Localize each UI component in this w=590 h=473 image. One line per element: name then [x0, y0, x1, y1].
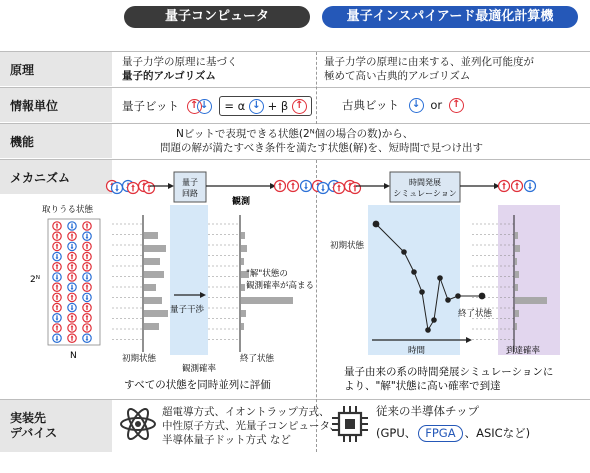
initial-state-label: 初期状態: [122, 354, 157, 364]
label-device-l1: 実装先: [10, 411, 47, 425]
spin-up-icon: [83, 303, 91, 311]
divider: [0, 399, 590, 400]
bar: [241, 297, 293, 304]
spin-up-icon: ↑: [449, 98, 464, 113]
time-evolution-shade: [368, 205, 460, 355]
device-right-close: 、ASICなど): [464, 426, 531, 440]
spin-up-icon: [275, 181, 286, 192]
final-state-label: 終了状態: [240, 354, 275, 364]
bar: [515, 284, 518, 291]
bar: [144, 258, 160, 265]
or-text: or: [430, 98, 443, 112]
spin-up-icon: [334, 183, 345, 194]
trajectory-point: [373, 221, 380, 228]
spin-down-icon: [68, 283, 76, 291]
spin-up-icon: [350, 183, 361, 194]
spin-down-icon: [53, 273, 61, 281]
spin-up-icon: [53, 283, 61, 291]
bar: [144, 323, 159, 330]
spin-up-icon: [83, 314, 91, 322]
qubit-text: [122, 96, 312, 116]
spin-up-icon: [83, 242, 91, 250]
classical-bit-label: 古典ビット: [342, 98, 400, 112]
spin-up-icon: [53, 303, 61, 311]
trajectory-point: [411, 269, 417, 275]
trajectory-point: [419, 289, 425, 295]
spin-up-icon: [68, 232, 76, 240]
spin-up-icon: [53, 324, 61, 332]
spin-up-icon: [83, 324, 91, 332]
spin-up-icon: [128, 183, 139, 194]
arrival-prob-shade: [498, 205, 560, 355]
spin-down-icon: [112, 183, 123, 194]
solution-note-l1: "解"状態の: [246, 269, 288, 279]
formula-alpha: α: [237, 99, 246, 113]
output-qubits-left: [275, 181, 312, 192]
bar: [144, 245, 166, 252]
spin-up-icon: [68, 324, 76, 332]
spin-up-icon: [83, 222, 91, 230]
trajectory-point: [431, 317, 437, 323]
right-caption-l2: より、"解"状態に高い確率で到達: [344, 380, 501, 392]
label-function: [0, 124, 112, 158]
bar: [515, 232, 518, 239]
bar: [241, 323, 244, 330]
chip-icon: [330, 404, 370, 444]
trajectory-point: [425, 327, 431, 333]
formula-eq: =: [224, 99, 234, 113]
state-grid: [53, 222, 91, 343]
bar: [241, 310, 246, 317]
bar: [144, 232, 158, 239]
principle-right-l1: 量子力学の原理に由来する、並列化可能度が: [324, 56, 534, 68]
two-n-label: 2ᴺ: [30, 275, 40, 285]
fpga-badge: FPGA: [418, 425, 462, 442]
device-left-l2: 中性原子方式、光量子コンピュータ、: [162, 420, 340, 432]
spin-up-icon: [83, 283, 91, 291]
quantum-circuit-l2: 回路: [182, 189, 198, 198]
input-qubits-left: [107, 181, 155, 194]
time-evo-l1: 時間発展: [409, 178, 441, 187]
divider: [0, 87, 590, 88]
label-function-text: 機能: [10, 134, 35, 149]
spin-up-icon: [53, 232, 61, 240]
trajectory-point: [455, 293, 461, 299]
divider: [0, 123, 590, 124]
principle-left-l2: 量子的アルゴリズム: [122, 70, 216, 82]
spin-down-icon: [83, 232, 91, 240]
bar: [515, 258, 517, 265]
label-info-unit: [0, 88, 112, 122]
bar: [241, 258, 244, 265]
spin-down-icon: [53, 314, 61, 322]
spin-down-icon: [318, 183, 329, 194]
mechanism-illustration: [0, 160, 590, 398]
trajectory-point: [437, 275, 443, 281]
spin-up-icon: [288, 181, 299, 192]
device-right-title: 従来の半導体チップ: [376, 404, 480, 418]
spin-down-icon: [68, 242, 76, 250]
bar: [241, 284, 245, 291]
spin-down-icon: [53, 252, 61, 260]
spin-up-icon: [53, 293, 61, 301]
final-state-right-label: 終了状態: [458, 309, 493, 319]
spin-up-icon: ↑: [187, 99, 202, 114]
bar: [515, 271, 519, 278]
qubit-label: 量子ビット: [122, 99, 180, 113]
spin-up-icon: [68, 273, 76, 281]
spin-up-icon: [68, 263, 76, 271]
initial-state-right-label: 初期状態: [330, 241, 365, 251]
spin-down-icon: [68, 303, 76, 311]
interference-shade: [170, 205, 208, 355]
spin-up-icon: [53, 242, 61, 250]
spin-up-icon: [53, 263, 61, 271]
n-label: N: [70, 351, 77, 361]
label-device: [0, 400, 112, 452]
bar: [241, 245, 247, 252]
arrow-head: [466, 337, 472, 343]
bar: [515, 310, 519, 317]
label-principle-text: 原理: [10, 62, 35, 77]
label-principle: [0, 52, 112, 86]
obs-prob-label: 観測確率: [182, 364, 217, 374]
spin-up-icon: [53, 222, 61, 230]
spin-up-icon: [83, 263, 91, 271]
device-left-l3: 半導体量子ドット方式 など: [162, 434, 291, 446]
quantum-circuit-l1: 量子: [182, 178, 198, 187]
spin-up-icon: [144, 183, 155, 194]
function-l1: Nビットで表現できる状態(2ᴺ個の場合の数)から、: [176, 128, 414, 140]
header-quantum-computer: 量子コンピュータ: [124, 6, 310, 28]
right-caption-l1: 量子由来の系の時間発展シミュレーションに: [344, 366, 554, 378]
function-l2: 問題の解が満たすべき条件を満たす状態(解)を、短時間で見つけ出す: [160, 142, 483, 154]
atom-icon: [118, 404, 158, 444]
spin-down-icon: ↓: [249, 99, 264, 114]
label-device-l2: デバイス: [10, 426, 58, 440]
time-label: 時間: [408, 346, 426, 356]
bar: [515, 245, 520, 252]
spin-up-icon: [68, 334, 76, 342]
header-quantum-inspired: 量子インスパイアード最適化計算機: [322, 6, 578, 28]
principle-right-l2: 極めて高い古典的アルゴリズム: [324, 70, 471, 82]
possible-states-label: 取りうる状態: [42, 205, 94, 215]
device-right-open: (GPU、: [376, 426, 417, 440]
left-initial-bars: [144, 232, 168, 330]
left-caption: すべての状態を同時並列に評価: [124, 379, 271, 391]
label-mechanism-text: メカニズム: [10, 170, 71, 185]
column-divider: [316, 52, 318, 124]
interference-label: 量子干渉: [170, 305, 205, 315]
spin-up-icon: [512, 181, 523, 192]
trajectory-point: [401, 249, 407, 255]
spin-up-icon: [68, 314, 76, 322]
bar: [144, 271, 164, 278]
bar: [515, 323, 517, 330]
spin-down-icon: [83, 273, 91, 281]
solution-note-l2: 観測確率が高まる: [246, 281, 315, 291]
formula-beta: + β: [267, 99, 289, 113]
spin-up-icon: [83, 252, 91, 260]
formula-bracket: [219, 96, 312, 116]
arrow-head: [384, 183, 390, 189]
bar: [241, 232, 245, 239]
bar: [515, 297, 547, 304]
device-left-l1: 超電導方式、イオントラップ方式、: [162, 406, 330, 418]
spin-up-icon: [68, 293, 76, 301]
bar: [144, 297, 162, 304]
divider: [0, 51, 590, 52]
output-qubits-right: [499, 181, 536, 192]
input-qubits-right: [313, 181, 361, 194]
spin-down-icon: [301, 181, 312, 192]
spin-down-icon: [53, 334, 61, 342]
classical-bit-text: [342, 96, 464, 114]
device-right-list: [376, 424, 530, 442]
trajectory-point: [445, 297, 451, 303]
spin-down-icon: [68, 222, 76, 230]
spin-up-icon: [499, 181, 510, 192]
trajectory-point: [479, 293, 486, 300]
principle-left-l1: 量子力学の原理に基づく: [122, 56, 238, 68]
arrow-head: [168, 183, 174, 189]
spin-down-icon: ↓: [409, 98, 424, 113]
bar: [144, 310, 168, 317]
spin-up-icon: [68, 252, 76, 260]
arrival-prob-label: 到達確率: [506, 346, 541, 356]
time-evo-l2: シミュレーション: [393, 189, 457, 198]
spin-down-icon: ↓: [197, 99, 212, 114]
label-info-unit-text: 情報単位: [10, 98, 59, 113]
spin-down-icon: [83, 293, 91, 301]
spin-up-icon: ↑: [292, 99, 307, 114]
measure-label: 観測: [232, 197, 251, 207]
spin-down-icon: [83, 334, 91, 342]
bar: [144, 284, 156, 291]
spin-down-icon: [525, 181, 536, 192]
